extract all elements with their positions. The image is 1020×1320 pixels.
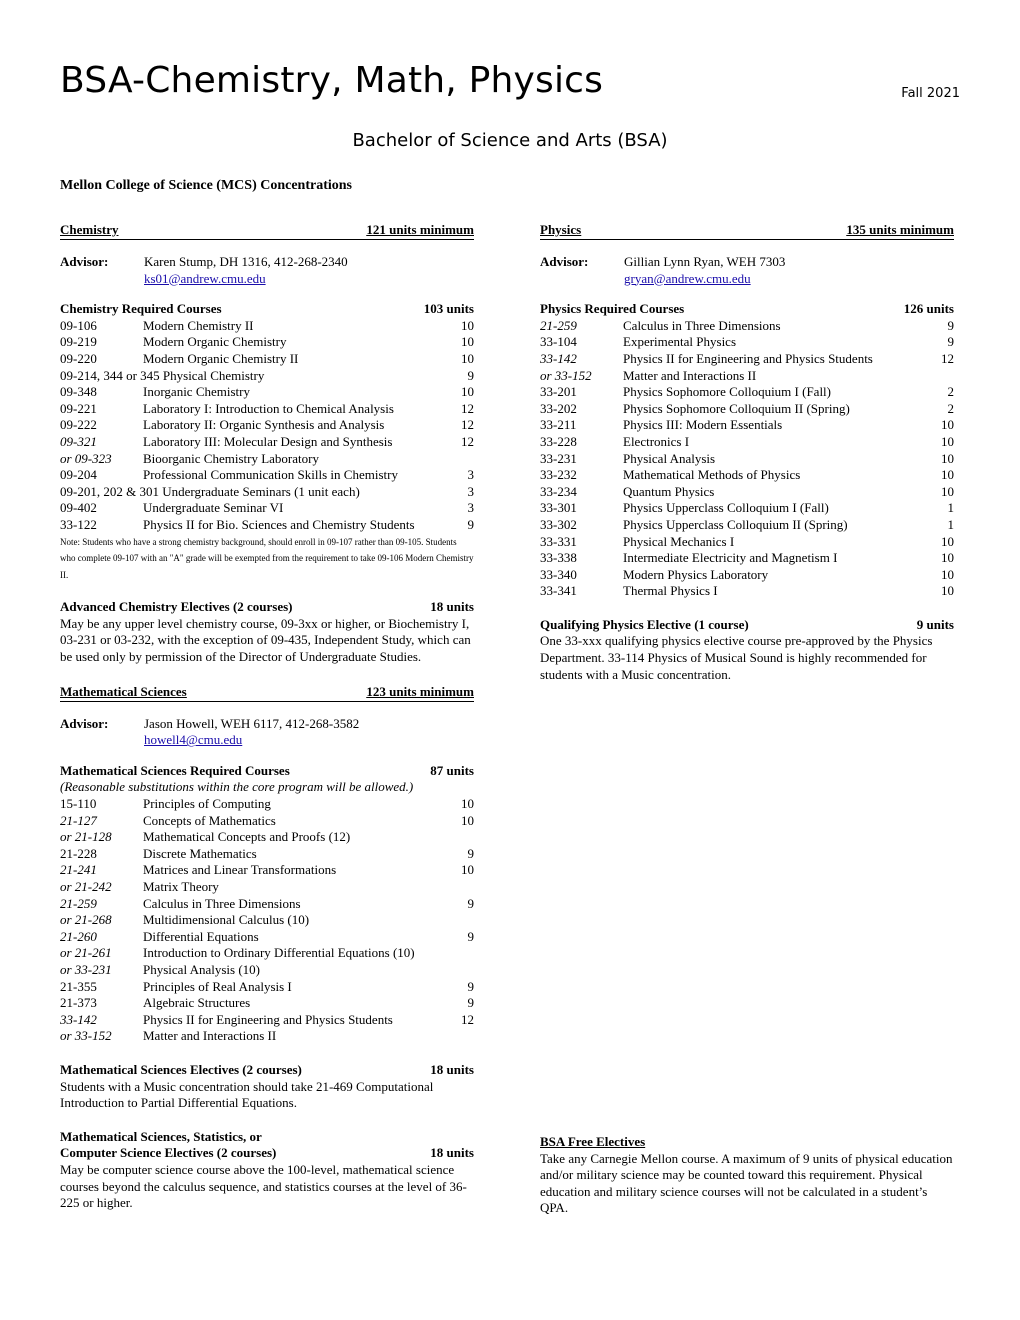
course-units: 12 — [941, 350, 954, 366]
course-row — [60, 912, 474, 929]
course-units: 2 — [947, 400, 954, 416]
course-row — [60, 417, 474, 434]
course-code: 33-142 — [540, 350, 577, 366]
page-subtitle: Bachelor of Science and Arts (BSA) — [352, 130, 668, 151]
course-code: 15-110 — [60, 796, 97, 812]
course-code: 33-142 — [60, 1011, 97, 1027]
math-advisor — [60, 716, 474, 749]
course-name: Mathematical Concepts and Proofs (12) — [143, 829, 351, 845]
course-code: 09-214, 344 or 345 Physical Chemistry — [60, 367, 265, 383]
physics-title: Physics — [540, 222, 582, 237]
required-title: Chemistry Required Courses — [60, 301, 222, 317]
physics-minimum: 135 units minimum — [846, 222, 954, 237]
math-title: Mathematical Sciences — [60, 683, 187, 699]
advisor-info: Jason Howell, WEH 6117, 412-268-3582 — [144, 715, 360, 731]
course-row — [60, 384, 474, 401]
course-code: or 33-231 — [60, 961, 112, 977]
course-name: Inorganic Chemistry — [143, 384, 250, 400]
physics-elective-heading — [540, 617, 954, 634]
course-name: Physical Mechanics I — [623, 533, 735, 549]
course-units: 12 — [461, 1011, 474, 1027]
course-units: 9 — [947, 317, 954, 333]
course-row — [540, 567, 954, 584]
course-name: Modern Chemistry II — [143, 317, 254, 333]
course-units: 1 — [947, 500, 954, 516]
course-row — [540, 550, 954, 567]
course-row — [60, 929, 474, 946]
course-name: Multidimensional Calculus (10) — [143, 912, 310, 928]
electives-title: Advanced Chemistry Electives (2 courses) — [60, 599, 293, 615]
course-name: Physics Upperclass Colloquium II (Spring) — [623, 516, 848, 532]
electives-units: 18 units — [430, 599, 474, 615]
advisor-email-link[interactable]: howell4@cmu.edu — [144, 732, 243, 748]
course-name: Physics III: Modern Essentials — [623, 417, 783, 433]
course-code: 09-219 — [60, 334, 97, 350]
course-code: 33-231 — [540, 450, 577, 466]
course-units: 3 — [467, 467, 474, 483]
course-units: 9 — [467, 928, 474, 944]
course-row — [540, 401, 954, 418]
course-row — [60, 796, 474, 813]
course-name: Professional Communication Skills in Chemistry — [143, 467, 398, 483]
course-code: 33-104 — [540, 334, 577, 350]
course-units: 1 — [947, 516, 954, 532]
course-row — [60, 879, 474, 896]
course-row — [60, 318, 474, 335]
course-code: 33-202 — [540, 400, 577, 416]
course-units: 12 — [461, 400, 474, 416]
course-code: 09-204 — [60, 467, 97, 483]
course-units: 9 — [467, 845, 474, 861]
course-row — [540, 434, 954, 451]
course-code: 21-259 — [60, 895, 97, 911]
course-name: Physical Analysis — [623, 450, 716, 466]
course-name: Physics II for Bio. Sciences and Chemistry Students — [143, 516, 415, 532]
course-code: 33-338 — [540, 550, 577, 566]
course-code: 09-221 — [60, 400, 97, 416]
course-row — [540, 384, 954, 401]
course-name: Modern Physics Laboratory — [623, 566, 769, 582]
free-electives — [540, 1134, 954, 1217]
advisor-info: Gillian Lynn Ryan, WEH 7303 — [624, 254, 786, 269]
course-units: 9 — [467, 895, 474, 911]
course-name: Physics II for Engineering and Physics Students — [143, 1011, 393, 1027]
math-electives-text: Students with a Music concentration should take 21-469 Computational Introduction to Partial Differential Equations. — [60, 1078, 434, 1111]
advisor-email-link[interactable]: gryan@andrew.cmu.edu — [624, 270, 751, 286]
physics-required-heading — [540, 301, 954, 318]
course-code: 33-302 — [540, 516, 577, 532]
course-code: 33-201 — [540, 384, 577, 400]
cs-electives-title-line1: Mathematical Sciences, Statistics, or — [60, 1128, 262, 1144]
chemistry-heading — [60, 222, 474, 240]
course-name: Physics Sophomore Colloquium I (Fall) — [623, 384, 831, 400]
course-row — [540, 351, 954, 368]
required-title: Mathematical Sciences Required Courses — [60, 762, 290, 778]
chemistry-electives-heading — [60, 599, 474, 616]
course-row — [540, 368, 954, 385]
course-row — [540, 318, 954, 335]
course-code: or 21-268 — [60, 912, 112, 928]
course-name: Modern Organic Chemistry II — [143, 350, 299, 366]
page-title: BSA-Chemistry, Math, Physics — [60, 60, 604, 101]
chemistry-required-heading — [60, 301, 474, 318]
course-code: 21-241 — [60, 862, 97, 878]
course-code: 33-234 — [540, 483, 577, 499]
course-name: Mathematical Methods of Physics — [623, 467, 801, 483]
course-units: 10 — [941, 483, 954, 499]
course-name: Physical Analysis (10) — [143, 961, 260, 977]
cs-electives-heading-1 — [60, 1129, 474, 1146]
course-units: 10 — [461, 350, 474, 366]
chemistry-minimum: 121 units minimum — [366, 222, 474, 237]
course-name: Laboratory III: Molecular Design and Synthesis — [143, 433, 393, 449]
course-row — [60, 995, 474, 1012]
course-units: 10 — [941, 433, 954, 449]
course-row — [540, 534, 954, 551]
course-code: 21-127 — [60, 812, 97, 828]
course-code: or 33-152 — [540, 367, 592, 383]
course-name: Physics Upperclass Colloquium I (Fall) — [623, 500, 829, 516]
chemistry-electives-text: May be any upper level chemistry course, 09-3xx or higher, or Biochemistry I, 03-231 or 03-232, with the exception of 09-435, Independent Study, which can be used only by permission of the Director of Undergraduate Studies. — [60, 615, 471, 665]
course-name: Calculus in Three Dimensions — [623, 317, 781, 333]
course-units: 10 — [461, 334, 474, 350]
course-code: 09-201, 202 & 301 Undergraduate Seminars (1 unit each) — [60, 483, 360, 499]
course-name: Matter and Interactions II — [143, 1028, 277, 1044]
term-label: Fall 2021 — [901, 86, 960, 101]
course-units: 3 — [467, 500, 474, 516]
course-code: 09-402 — [60, 500, 97, 516]
course-name: Quantum Physics — [623, 483, 715, 499]
course-units: 10 — [941, 583, 954, 599]
left-column — [60, 222, 474, 1212]
course-code: or 21-128 — [60, 829, 112, 845]
math-electives-heading — [60, 1062, 474, 1079]
course-row — [60, 846, 474, 863]
course-name: Physics II for Engineering and Physics Students — [623, 350, 873, 366]
course-code: 09-222 — [60, 417, 97, 433]
cs-electives-title-line2: Computer Science Electives (2 courses) — [60, 1145, 277, 1161]
course-name: Undergraduate Seminar VI — [143, 500, 284, 516]
course-row — [60, 401, 474, 418]
advisor-info: Karen Stump, DH 1316, 412-268-2340 — [144, 254, 348, 269]
course-name: Principles of Computing — [143, 796, 271, 812]
course-row — [60, 896, 474, 913]
course-row — [60, 979, 474, 996]
course-units: 10 — [941, 417, 954, 433]
course-row — [60, 517, 474, 534]
course-row — [60, 945, 474, 962]
chemistry-advisor — [60, 254, 474, 287]
course-code: 09-321 — [60, 433, 97, 449]
course-name: Algebraic Structures — [143, 995, 251, 1011]
course-units: 10 — [941, 450, 954, 466]
course-row — [540, 484, 954, 501]
electives-units: 9 units — [916, 616, 954, 632]
course-name: Laboratory II: Organic Synthesis and Analysis — [143, 417, 385, 433]
course-code: 21-355 — [60, 978, 97, 994]
course-units: 9 — [467, 516, 474, 532]
required-title: Physics Required Courses — [540, 301, 685, 317]
course-name: Intermediate Electricity and Magnetism I — [623, 550, 838, 566]
course-code: 21-228 — [60, 845, 97, 861]
course-code: 33-122 — [60, 516, 97, 532]
free-electives-text: Take any Carnegie Mellon course. A maximum of 9 units of physical education and/or military science may be counted toward this requirement. Physical education and military science courses will not be calculated in a student’s QPA. — [540, 1150, 953, 1216]
course-units: 10 — [941, 550, 954, 566]
electives-title: Mathematical Sciences Electives (2 courses) — [60, 1061, 302, 1077]
advisor-label: Advisor: — [60, 715, 109, 731]
course-code: or 33-152 — [60, 1028, 112, 1044]
course-name: Experimental Physics — [623, 334, 737, 350]
course-units: 12 — [461, 433, 474, 449]
advisor-label: Advisor: — [60, 254, 109, 269]
physics-course-list — [540, 318, 954, 600]
course-name: Electronics I — [623, 433, 690, 449]
course-units: 10 — [461, 317, 474, 333]
chemistry-course-list — [60, 318, 474, 534]
course-units: 3 — [467, 483, 474, 499]
right-column — [540, 222, 954, 683]
course-name: Principles of Real Analysis I — [143, 978, 292, 994]
course-name: Laboratory I: Introduction to Chemical Analysis — [143, 400, 394, 416]
course-units: 9 — [467, 367, 474, 383]
course-row — [60, 368, 474, 385]
course-row — [60, 467, 474, 484]
course-row — [540, 500, 954, 517]
course-units: 10 — [941, 566, 954, 582]
course-row — [540, 334, 954, 351]
course-code: 21-260 — [60, 928, 97, 944]
physics-elective-text: One 33-xxx qualifying physics elective course pre-approved by the Physics Department. 33-114 Physics of Musical Sound is highly recommended for students with a Music concentration. — [540, 633, 933, 682]
required-units: 103 units — [423, 301, 474, 317]
course-row — [540, 417, 954, 434]
course-name: Matrices and Linear Transformations — [143, 862, 337, 878]
course-row — [60, 862, 474, 879]
course-units: 10 — [461, 812, 474, 828]
course-row — [60, 351, 474, 368]
course-code: 33-232 — [540, 467, 577, 483]
course-code: 33-340 — [540, 566, 577, 582]
course-code: 33-331 — [540, 533, 577, 549]
course-name: Discrete Mathematics — [143, 845, 257, 861]
course-row — [60, 1028, 474, 1045]
electives-units: 18 units — [430, 1061, 474, 1077]
cs-electives-units: 18 units — [430, 1145, 474, 1161]
course-units: 9 — [467, 995, 474, 1011]
free-electives-title: BSA Free Electives — [540, 1134, 646, 1149]
math-required-note: (Reasonable substitutions within the core program will be allowed.) — [60, 779, 414, 795]
course-row — [60, 334, 474, 351]
course-code: 33-211 — [540, 417, 577, 433]
math-minimum: 123 units minimum — [366, 683, 474, 699]
course-code: 09-348 — [60, 384, 97, 400]
advisor-label: Advisor: — [540, 254, 589, 269]
course-units: 12 — [461, 417, 474, 433]
course-name: Concepts of Mathematics — [143, 812, 276, 828]
course-code: 33-301 — [540, 500, 577, 516]
math-required-heading — [60, 763, 474, 780]
math-course-list — [60, 796, 474, 1045]
course-row — [60, 500, 474, 517]
course-name: Matter and Interactions II — [623, 367, 757, 383]
course-units: 9 — [947, 334, 954, 350]
course-row — [60, 829, 474, 846]
course-units: 10 — [941, 467, 954, 483]
course-row — [540, 517, 954, 534]
course-code: or 21-261 — [60, 945, 112, 961]
course-code: 09-220 — [60, 350, 97, 366]
course-row — [60, 1012, 474, 1029]
course-name: Matrix Theory — [143, 879, 219, 894]
course-row — [60, 484, 474, 501]
physics-advisor — [540, 254, 954, 287]
chemistry-note: Note: Students who have a strong chemistry background, should enroll in 09-107 rather than 09-105. Students who complete 09-107 with an "A" grade will be exempted from the requirement to take 09-106 Modern Chemistry II. — [60, 536, 474, 580]
course-row — [540, 583, 954, 600]
course-code: or 21-242 — [60, 879, 112, 894]
course-row — [60, 962, 474, 979]
course-name: Calculus in Three Dimensions — [143, 895, 301, 911]
course-units: 10 — [461, 862, 474, 878]
math-heading — [60, 684, 474, 702]
course-name: Bioorganic Chemistry Laboratory — [143, 450, 319, 466]
physics-heading — [540, 222, 954, 240]
course-units: 10 — [461, 384, 474, 400]
course-code: 21-259 — [540, 317, 577, 333]
course-name: Physics Sophomore Colloquium II (Spring) — [623, 400, 850, 416]
course-row — [540, 467, 954, 484]
electives-title: Qualifying Physics Elective (1 course) — [540, 616, 749, 632]
course-name: Thermal Physics I — [623, 583, 718, 599]
required-units: 87 units — [430, 762, 474, 778]
cs-electives-heading-2 — [60, 1145, 474, 1162]
course-row — [60, 451, 474, 468]
chemistry-title: Chemistry — [60, 222, 119, 237]
course-units: 2 — [947, 384, 954, 400]
course-units: 10 — [941, 533, 954, 549]
course-row — [60, 813, 474, 830]
course-units: 9 — [467, 978, 474, 994]
cs-electives-text: May be computer science course above the 100-level, mathematical science courses beyond the calculus sequence, and statistics courses at the level of 36-225 or higher. — [60, 1161, 467, 1211]
course-name: Introduction to Ordinary Differential Equations (10) — [143, 945, 415, 961]
course-code: or 09-323 — [60, 450, 112, 466]
course-units: 10 — [461, 796, 474, 812]
course-name: Differential Equations — [143, 928, 259, 944]
course-code: 33-341 — [540, 583, 577, 599]
required-units: 126 units — [903, 301, 954, 317]
course-row — [60, 434, 474, 451]
course-code: 09-106 — [60, 317, 97, 333]
course-row — [540, 451, 954, 468]
course-code: 33-228 — [540, 433, 577, 449]
advisor-email-link[interactable]: ks01@andrew.cmu.edu — [144, 270, 266, 286]
course-name: Modern Organic Chemistry — [143, 334, 287, 350]
mcs-heading: Mellon College of Science (MCS) Concentrations — [60, 178, 352, 193]
course-code: 21-373 — [60, 995, 97, 1011]
